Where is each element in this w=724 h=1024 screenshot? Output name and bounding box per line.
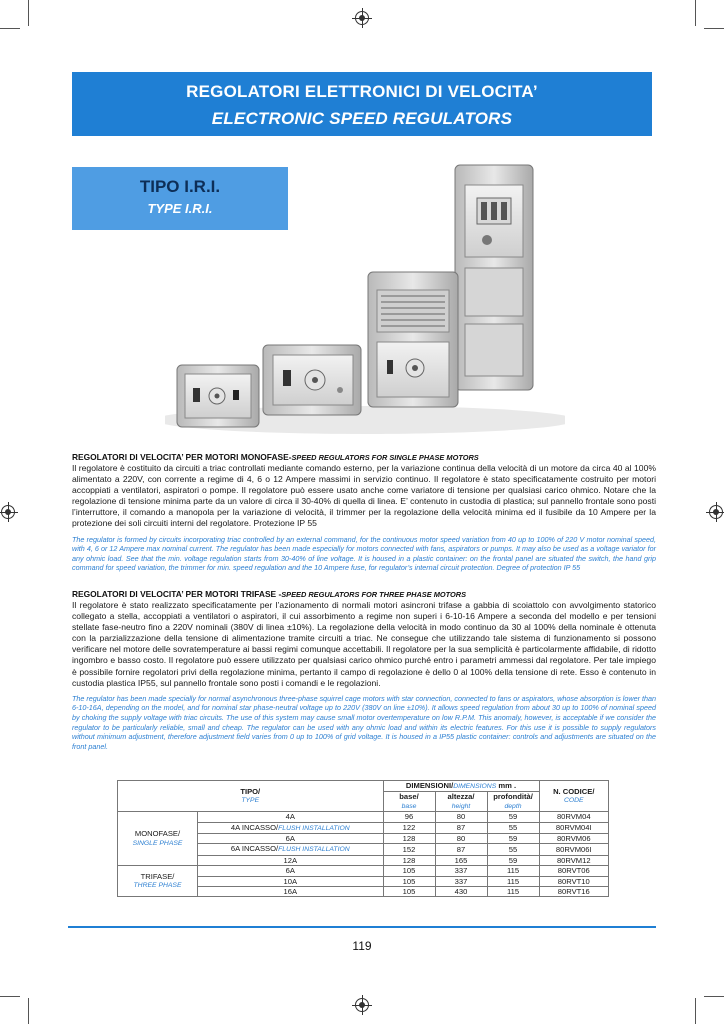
header-label: base/ <box>399 792 419 802</box>
registration-mark-bottom <box>355 998 369 1012</box>
model-cell <box>198 855 384 865</box>
code-cell: 80RVT10 <box>539 876 608 886</box>
code-cell: 80RVM04 <box>539 812 608 822</box>
specifications-table <box>117 780 609 897</box>
depth-cell: 55 <box>487 844 539 855</box>
base-cell: 105 <box>383 866 435 876</box>
code-cell: 80RVT06 <box>539 866 608 876</box>
depth-cell: 115 <box>487 866 539 876</box>
crop-mark <box>704 28 724 29</box>
model-label: 4A INCASSO/ <box>230 822 279 832</box>
model-label-en: FLUSH INSTALLATION <box>278 846 350 854</box>
section-heading-en: SPEED REGULATORS FOR THREE PHASE MOTORS <box>281 590 467 599</box>
height-cell: 337 <box>435 866 487 876</box>
model-label: 6A <box>285 866 295 876</box>
table-header-type <box>118 781 384 812</box>
header-label-en: depth <box>504 802 522 810</box>
table-row <box>118 866 609 876</box>
code-cell: 80RVT16 <box>539 887 608 897</box>
table-row <box>118 812 609 822</box>
three-phase-section <box>72 589 656 751</box>
base-cell: 105 <box>383 887 435 897</box>
table-header-code <box>539 781 608 812</box>
depth-cell: 59 <box>487 812 539 822</box>
group-label: MONOFASE/ <box>134 829 181 839</box>
model-cell <box>198 844 384 855</box>
crop-mark <box>695 998 696 1024</box>
footer-rule <box>68 926 656 928</box>
base-cell: 128 <box>383 834 435 844</box>
group-label-en: THREE PHASE <box>133 882 182 890</box>
crop-mark <box>704 996 724 997</box>
single-phase-section <box>72 452 656 573</box>
crop-mark <box>0 28 20 29</box>
table-header-base <box>383 792 435 812</box>
crop-mark <box>0 996 20 997</box>
type-title-english: TYPE I.R.I. <box>147 201 213 216</box>
group-label: TRIFASE/ <box>140 871 175 881</box>
model-label-en: FLUSH INSTALLATION <box>278 824 350 832</box>
header-label: profondità/ <box>493 792 533 802</box>
group-label-en: SINGLE PHASE <box>132 839 183 847</box>
model-cell <box>198 812 384 822</box>
english-description: The regulator is formed by circuits incorporating triac controlled by an external command, for the continuous motor speed variation from 40 up to 100% of 220 V motor nominal speed, with 4, 6 or 12 Ampere max nominal current. The regulator has been made especially for motors connected with fans, aspirators or pumps. It may also be used as a voltage variator for any ohmic load. See that the min. voltage regulation starts from 30-40% of line voltage. It is housed in a plastic container: on the frontal panel are situated the switch, the hand grip command for speed variation, the trimmer for min. speed regulation and the 10 Ampere fuse, for regulator’s internal circuit protection. Degree of protection IP 55 <box>72 534 656 573</box>
model-label: 16A <box>283 887 298 897</box>
depth-cell: 115 <box>487 887 539 897</box>
height-cell: 430 <box>435 887 487 897</box>
table-header-depth <box>487 792 539 812</box>
base-cell: 122 <box>383 822 435 833</box>
model-cell <box>198 876 384 886</box>
header-label: altezza/ <box>447 792 475 802</box>
model-cell <box>198 834 384 844</box>
base-cell: 105 <box>383 876 435 886</box>
table-header-dimensions <box>383 781 539 792</box>
height-cell: 87 <box>435 822 487 833</box>
group-cell-three-phase <box>118 866 198 897</box>
model-label: 6A <box>285 834 295 844</box>
base-cell: 128 <box>383 855 435 865</box>
page-title-english: ELECTRONIC SPEED REGULATORS <box>211 109 513 128</box>
english-description: The regulator has been made specially for normal asynchronous three-phase squirrel cage motors with star connection, connected to fans or aspirators, whose absorption is lower than 6-10-16A, depending on the model, and for nominal star phase-neutral voltage up to 220V (380V on line ±10%). It allows speed regulation from about 30 up to 100% of nominal speed by choking the supply voltage with triac circuits. The use of this system may cause small motor overtemperature on low R.P.M. This anomaly, however, is acceptable if we consider the regulator to be particularly reliable, small and cheap. The regulator can be used with any ohmic load and within its electric features. For this use it is possible to supply regulators without minimum adjustment, therefore adjustment field varies from 0 up to 100% of grid voltage. It is housed in a IP55 plastic container: controls and adjustments are situated on the front panel. <box>72 693 656 751</box>
header-label: TIPO/ <box>240 786 261 796</box>
height-cell: 87 <box>435 844 487 855</box>
header-banner <box>72 72 652 136</box>
header-label: DIMENSIONI/ <box>405 781 454 790</box>
italian-description: Il regolatore è stato realizzato specificatamente per l’azionamento di normali motori asincroni trifase a gabbia di scoiattolo con avvolgimento statorico collegato a stella, accoppiati a ventilatori o aspiratori, il cui assorbimento a regime non superi i 6-10-16 Ampere a seconda del modello e per tensioni stellate fase-neutro fino a 220V nominali (380V di linea ±10%). La regolazione della velocità in modo continuo da 30 al 100% della nominale è ottenuta con la parzializzazione della tensione di alimentazione tramite circuiti a triac. Ne consegue che utilizzando tale sistema di funzionamento si possono verificare nel motore delle sovratemperature ai bassi regimi comunque accettabili. Il regolatore per la sua semplicità è particolarmente affidabile, di ridotto ingombro e basso costo. Il regolatore può essere utilizzato per qualsiasi carico ohmico purché entro i parametri ammessi dal regolatore. Per tale impiego è possibile fornire regolatori privi della regolazione minima, pertanto il campo di regolazione è dello 0 al 100% della tensione di rete. Esso è contenuto in custodia plastica IP55, sul pannello frontale sono posti i comandi e le regolazioni. <box>72 600 656 688</box>
group-cell-single-phase <box>118 812 198 866</box>
header-label-en: height <box>451 802 471 810</box>
model-label: 12A <box>283 855 298 865</box>
registration-mark-left <box>1 505 15 519</box>
section-heading-it: REGOLATORI DI VELOCITA’ PER MOTORI MONOFASE- <box>72 452 292 462</box>
section-heading-en: SPEED REGULATORS FOR SINGLE PHASE MOTORS <box>291 453 479 462</box>
page-number: 119 <box>352 939 372 953</box>
depth-cell: 55 <box>487 822 539 833</box>
height-cell: 80 <box>435 812 487 822</box>
page-title: REGOLATORI ELETTRONICI DI VELOCITA’ <box>186 82 538 101</box>
product-photo <box>165 160 565 435</box>
depth-cell: 59 <box>487 834 539 844</box>
depth-cell: 59 <box>487 855 539 865</box>
depth-cell: 115 <box>487 876 539 886</box>
header-label: N. CODICE/ <box>553 786 595 796</box>
section-heading <box>72 452 656 463</box>
height-cell: 80 <box>435 834 487 844</box>
model-cell <box>198 866 384 876</box>
height-cell: 165 <box>435 855 487 865</box>
code-cell: 80RVM06I <box>539 844 608 855</box>
crop-mark <box>28 0 29 26</box>
code-cell: 80RVM12 <box>539 855 608 865</box>
model-label: 6A INCASSO/ <box>230 844 279 854</box>
code-cell: 80RVM06 <box>539 834 608 844</box>
header-label-en: base <box>401 802 417 810</box>
code-cell: 80RVM04I <box>539 822 608 833</box>
model-cell <box>198 887 384 897</box>
header-label-en: TYPE <box>241 797 260 805</box>
model-cell <box>198 822 384 833</box>
base-cell: 96 <box>383 812 435 822</box>
base-cell: 152 <box>383 844 435 855</box>
italian-description: Il regolatore è costituito da circuiti a triac controllati mediante comando esterno, per la variazione continua della velocità di un motore da circa 40 al 100% alimentato a 220V, con corrente a regime di 4, 6 o 12 Ampere massimi in servizio continuo. Il regolatore è stato specificatamente costruito per motori accoppiati a ventilatori, aspiratori o pompe. Il regolatore può essere usato anche come variatore di tensione per qualsiasi carico ohmico. Notare che la regolazione di tensione minima parte da un valore di circa il 30-40% di quella di linea. E’ contenuto in custodia di plastica; sul pannello frontale sono posti l’interruttore, il comando a manopola per la variazione di velocità, il trimmer per la regolazione della velocità minima ed il fusibile da 10 Ampere per la protezione dei soli circuiti interni del regolatore. Protezione IP 55 <box>72 463 656 529</box>
table-header-height <box>435 792 487 812</box>
header-label-en: CODE <box>563 797 584 805</box>
crop-mark <box>28 998 29 1024</box>
header-label-en: DIMENSIONS <box>453 783 497 790</box>
type-title: TIPO I.R.I. <box>139 177 221 196</box>
crop-mark <box>695 0 696 26</box>
model-label: 4A <box>285 812 295 822</box>
section-heading-it: REGOLATORI DI VELOCITA’ PER MOTORI TRIFASE - <box>72 589 282 599</box>
section-heading <box>72 589 656 600</box>
header-unit: mm . <box>498 781 517 790</box>
height-cell: 337 <box>435 876 487 886</box>
registration-mark-top <box>355 11 369 25</box>
registration-mark-right <box>709 505 723 519</box>
model-label: 10A <box>283 876 298 886</box>
